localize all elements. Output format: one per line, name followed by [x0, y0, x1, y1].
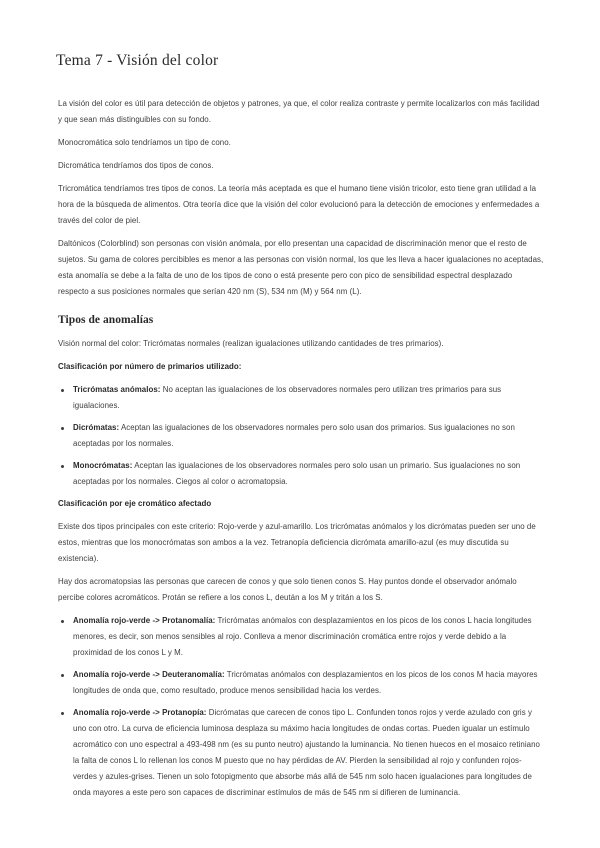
paragraph-dicromatica: Dicromática tendríamos dos tipos de conos. [58, 161, 214, 170]
term-label: Tricrómatas anómalos: [73, 385, 161, 394]
subheading-clasificacion-primarios: Clasificación por número de primarios utilizado: [58, 362, 242, 371]
term-description: No aceptan las igualaciones de los observadores normales pero utilizan tres primarios para sus igualaciones. [73, 385, 502, 410]
term-description: Aceptan las igualaciones de los observadores normales pero solo usan dos primarios. Sus igualaciones no son aceptadas por los normales. [73, 423, 515, 448]
list-primarios [58, 382, 544, 490]
paragraph-eje-2: Hay dos acromatopsias las personas que carecen de conos y que solo tienen conos S. Hay puntos donde el observador anómalo percibe colores acromáticos. Protán se refiere a los conos L, deután a los M y tritán a los S. [58, 577, 517, 602]
subheading-clasificacion-eje: Clasificación por eje cromático afectado [58, 499, 212, 508]
paragraph-eje-1: Existe dos tipos principales con este criterio: Rojo-verde y azul-amarillo. Los tricrómatas anómalos y los dicrómatas pueden ser uno de estos, mientras que los monocrómatas son ambos a la vez. Tetranopía deficiencia dicrómata amarillo-azul (es muy discutida su existencia). [58, 522, 536, 563]
list-item [58, 613, 544, 661]
paragraph-vision-normal: Visión normal del color: Tricrómatas normales (realizan igualaciones utilizando cantidades de tres primarios). [58, 339, 444, 348]
list-item [58, 667, 544, 699]
page-title: Tema 7 - Visión del color [56, 52, 219, 69]
term-label: Anomalía rojo-verde -> Deuteranomalía: [73, 670, 225, 679]
paragraph-intro-1: La visión del color es útil para detección de objetos y patrones, ya que, el color realiza contraste y permite localizarlos con más facilidad y que sean más distinguibles con su fondo. [58, 99, 540, 124]
term-description: Dicrómatas que carecen de conos tipo L. Confunden tonos rojos y verde azulado con gris y uno con otro. La curva de eficiencia luminosa desplaza su máximo hacia longitudes de ondas cortas. Pueden igualar un estímulo acromático con uno espectral a 493-498 nm (es su punto neutro) ajustando la luminancia. No tienen huecos en el mosaico retiniano la falta de conos L lo rellenan los conos M puesto que no hay pérdidas de AV. Pierden la sensibilidad al rojo y confunden rojos-verdes y azules-grises. Tienen un solo fotopigmento que absorbe más allá de 545 nm solo hacen igualaciones para longitudes de onda mayores a este pero son capaces de discriminar estímulos de más de 545 nm si difieren de luminancia. [73, 708, 540, 797]
term-description: Tricrómatas anómalos con desplazamientos en los picos de los conos L hacia longitudes menores, es decir, son menos sensibles al rojo. Conlleva a menor discriminación cromática entre rojos y verde debido a la proximidad de los conos L y M. [73, 616, 532, 657]
paragraph-tricromatica: Tricromática tendríamos tres tipos de conos. La teoría más aceptada es que el humano tiene visión tricolor, esto tiene gran utilidad a la hora de la búsqueda de alimentos. Otra teoría dice que la visión del color evolucionó para la detección de emociones y enfermedades a través del color de piel. [58, 184, 540, 225]
list-item [58, 420, 544, 452]
list-item [58, 382, 544, 414]
term-label: Anomalía rojo-verde -> Protanopía: [73, 708, 207, 717]
document-body [58, 96, 544, 807]
list-anomalias [58, 613, 544, 801]
term-label: Anomalía rojo-verde -> Protanomalía: [73, 616, 216, 625]
list-item [58, 705, 544, 801]
term-label: Dicrómatas: [73, 423, 120, 432]
term-description: Tricrómatas anómalos con desplazamientos en los picos de los conos M hacia mayores longitudes de onda que, como resultado, produce menos sensibilidad hacia los verdes. [73, 670, 538, 695]
paragraph-monocromatica: Monocromática solo tendríamos un tipo de cono. [58, 138, 231, 147]
term-description: Aceptan las igualaciones de los observadores normales pero solo usan un primario. Sus igualaciones no son aceptadas por los normales. Ciegos al color o acromatopsia. [73, 461, 521, 486]
list-item [58, 458, 544, 490]
paragraph-daltonicos: Daltónicos (Colorblind) son personas con visión anómala, por ello presentan una capacidad de discriminación menor que el resto de sujetos. Su gama de colores percibibles es menor a las personas con visión normal, los que les lleva a hacer igualaciones no aceptadas, esta anomalía se debe a la falta de uno de los tipos de cono o está presente pero con pico de sensibilidad espectral desplazado respecto a sus posiciones normales que serían 420 nm (S), 534 nm (M) y 564 nm (L). [58, 239, 544, 296]
section-heading: Tipos de anomalías [58, 314, 154, 326]
term-label: Monocrómatas: [73, 461, 133, 470]
